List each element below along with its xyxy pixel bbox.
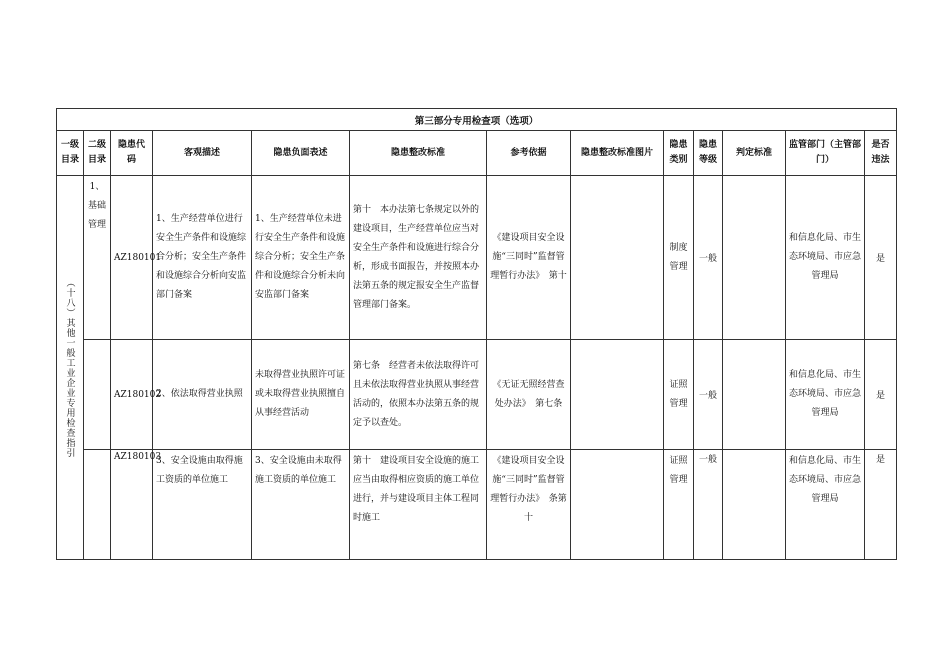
header-category: 隐患类别 [664, 131, 694, 176]
level1-cell [57, 176, 84, 560]
dept-cell: 和信息化局、市生态环境局、市应急管理局 [786, 340, 865, 450]
negative-cell: 未取得营业执照许可证或未取得营业执照擅自从事经营活动 [252, 340, 350, 450]
image-cell [571, 450, 664, 560]
dept-cell: 和信息化局、市生态环境局、市应急管理局 [786, 450, 865, 560]
header-dept: 监管部门（主管部门） [786, 131, 865, 176]
image-cell [571, 340, 664, 450]
table-row [57, 340, 897, 450]
level2-cell-empty [84, 340, 111, 450]
negative-cell: 3、安全设施由未取得施工资质的单位施工 [252, 450, 350, 560]
header-basis: 参考依据 [487, 131, 571, 176]
negative-cell: 1、生产经营单位未进行安全生产条件和设施综合分析；安全生产条件和设施综合分析未向安监部门备案 [252, 176, 350, 340]
illegal-cell: 是 [865, 450, 897, 560]
header-level1: 一级目录 [57, 131, 84, 176]
grade-cell: 一般 [694, 176, 723, 340]
header-illegal: 是否违法 [865, 131, 897, 176]
category-cell: 制度管理 [664, 176, 694, 340]
category-cell: 证照管理 [664, 450, 694, 560]
inspection-table [56, 108, 897, 560]
objective-cell: 3、安全设施由取得施工资质的单位施工 [153, 450, 252, 560]
grade-cell: 一般 [694, 450, 723, 560]
header-image: 隐患整改标准图片 [571, 131, 664, 176]
level1-text: （十八）其他一般工业企业专用检查指引 [64, 277, 75, 458]
table-row [57, 176, 897, 340]
judge-cell [723, 340, 786, 450]
header-code: 隐患代码 [111, 131, 153, 176]
objective-cell: 1、生产经营单位进行安全生产条件和设施综合分析；安全生产条件和设施综合分析向安监部门备案 [153, 176, 252, 340]
dept-cell: 和信息化局、市生态环境局、市应急管理局 [786, 176, 865, 340]
standard-cell: 第七条 经营者未依法取得许可且未依法取得营业执照从事经营活动的，依照本办法第五条的规定予以查处。 [350, 340, 487, 450]
code-cell: AZ180101 [111, 176, 153, 340]
illegal-cell: 是 [865, 176, 897, 340]
basis-cell: 《建设项目安全设施“三同时”监督管理暂行办法》 条第十 [487, 450, 571, 560]
level2-cell: 1、基础管理 [84, 176, 111, 340]
header-level2: 二级目录 [84, 131, 111, 176]
table-row [57, 450, 897, 560]
header-negative: 隐患负面表述 [252, 131, 350, 176]
header-objective: 客观描述 [153, 131, 252, 176]
basis-cell: 《建设项目安全设施“三同时”监督管理暂行办法》 第十 [487, 176, 571, 340]
category-cell: 证照管理 [664, 340, 694, 450]
header-grade: 隐患等级 [694, 131, 723, 176]
header-standard: 隐患整改标准 [350, 131, 487, 176]
judge-cell [723, 176, 786, 340]
header-judge: 判定标准 [723, 131, 786, 176]
illegal-cell: 是 [865, 340, 897, 450]
code-cell: AZ180103 [111, 450, 153, 560]
level2-cell-empty [84, 450, 111, 560]
objective-cell: 2、依法取得营业执照 [153, 340, 252, 450]
grade-cell: 一般 [694, 340, 723, 450]
table-title: 第三部分专用检查项（选项） [57, 109, 897, 131]
standard-cell: 第十 本办法第七条规定以外的建设项目，生产经营单位应当对安全生产条件和设施进行综合分析，形成书面报告，并按照本办法第五条的规定报安全生产监督管理部门备案。 [350, 176, 487, 340]
standard-cell: 第十 建设项目安全设施的施工应当由取得相应资质的施工单位进行，并与建设项目主体工程同时施工 [350, 450, 487, 560]
basis-cell: 《无证无照经营查处办法》 第七条 [487, 340, 571, 450]
code-cell: AZ180102 [111, 340, 153, 450]
image-cell [571, 176, 664, 340]
judge-cell [723, 450, 786, 560]
